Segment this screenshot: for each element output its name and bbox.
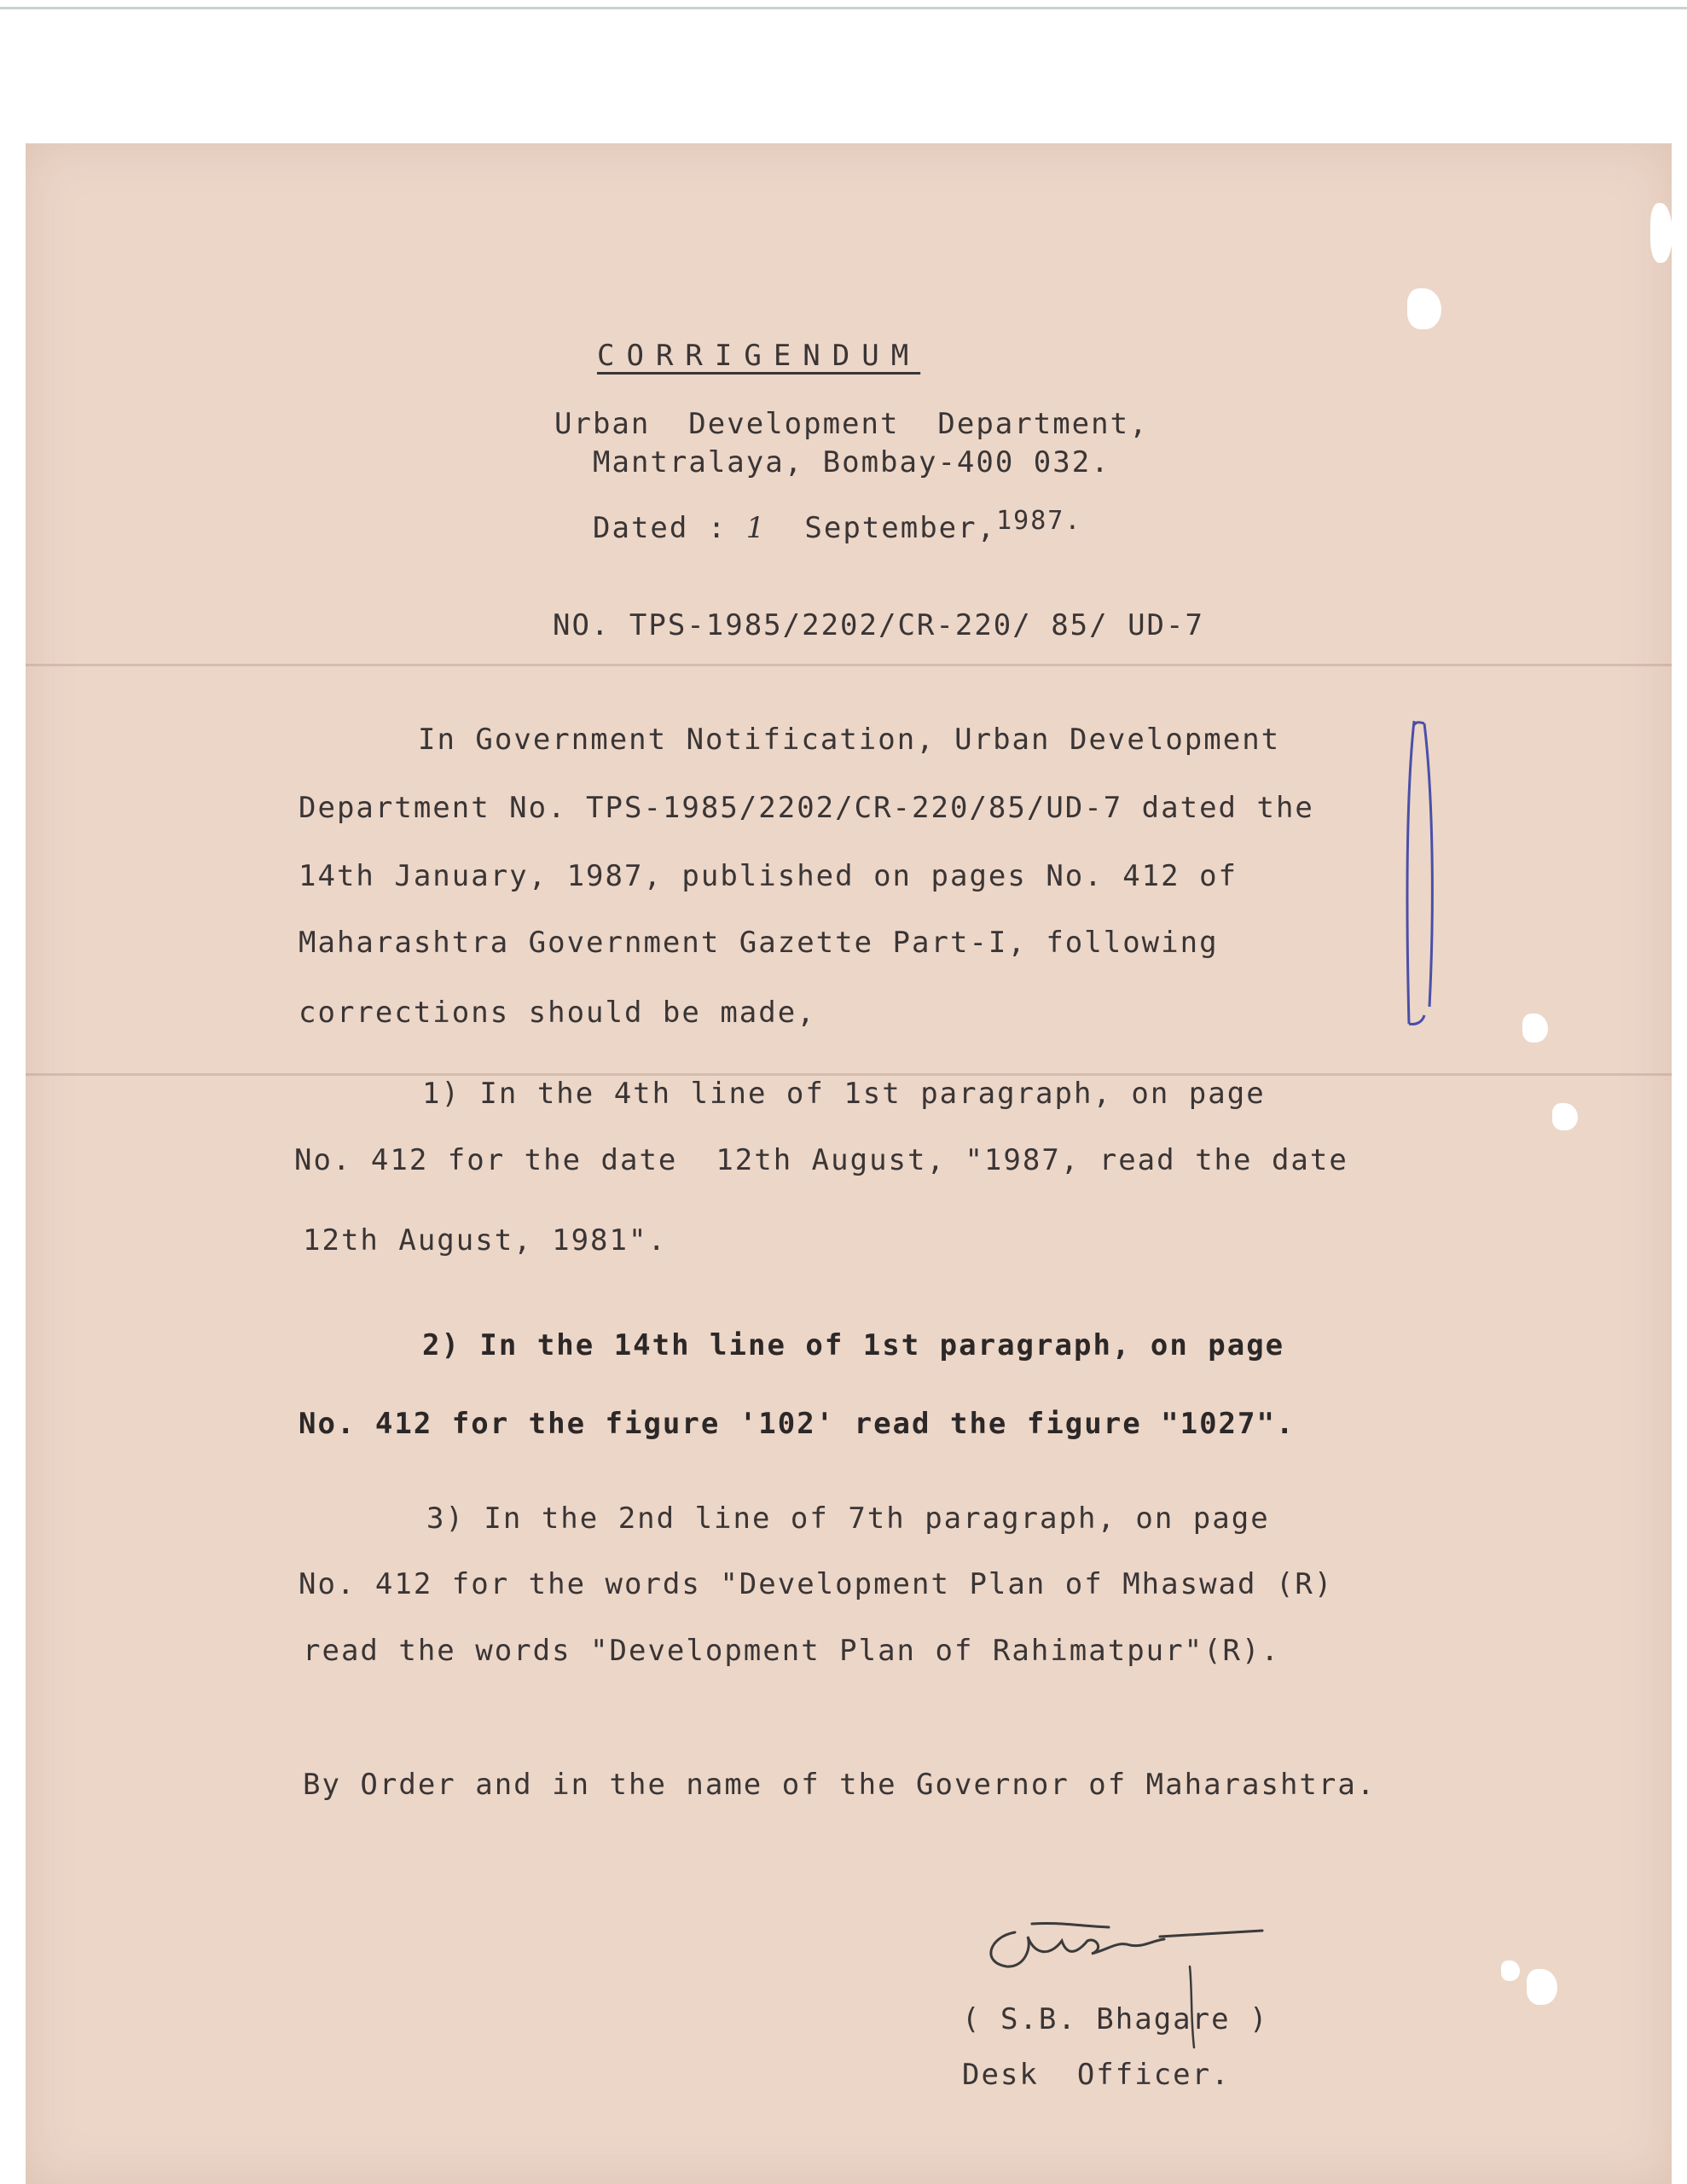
dated-day-handwritten: 1 bbox=[745, 511, 767, 545]
document-heading: CORRIGENDUM bbox=[597, 339, 921, 373]
dated-line bbox=[593, 506, 1082, 545]
intro-line: In Government Notification, Urban Development bbox=[418, 723, 1281, 757]
correction-line: No. 412 for the date 12th August, "1987, read the date bbox=[294, 1143, 1348, 1177]
paper-damage bbox=[1522, 1014, 1548, 1043]
correction-line: No. 412 for the words "Development Plan of Mhaswad (R) bbox=[299, 1567, 1334, 1601]
paper-damage bbox=[1501, 1960, 1520, 1981]
correction-line: 12th August, 1981". bbox=[303, 1223, 667, 1258]
paper-damage bbox=[1527, 1969, 1557, 2005]
department-address: Mantralaya, Bombay-400 032. bbox=[593, 445, 1110, 479]
fold-crease bbox=[26, 664, 1672, 666]
paper-damage bbox=[1407, 288, 1441, 329]
correction-line: No. 412 for the figure '102' read the figure "1027". bbox=[299, 1407, 1296, 1441]
dated-month: September, bbox=[804, 511, 997, 545]
reference-number: NO. TPS-1985/2202/CR-220/ 85/ UD-7 bbox=[553, 608, 1204, 642]
correction-line: 2) In the 14th line of 1st paragraph, on page bbox=[422, 1328, 1285, 1362]
pen-margin-bracket bbox=[1399, 717, 1441, 1032]
correction-line: 3) In the 2nd line of 7th paragraph, on page bbox=[426, 1502, 1270, 1536]
closing-statement: By Order and in the name of the Governor of Maharashtra. bbox=[303, 1768, 1377, 1802]
correction-line: 1) In the 4th line of 1st paragraph, on page bbox=[422, 1077, 1266, 1111]
correction-line: read the words "Development Plan of Rahimatpur"(R). bbox=[303, 1634, 1280, 1668]
dated-year: 1987. bbox=[996, 506, 1082, 536]
signatory-title: Desk Officer. bbox=[962, 2058, 1231, 2092]
intro-line: corrections should be made, bbox=[299, 996, 816, 1030]
dated-prefix: Dated : bbox=[593, 511, 728, 545]
paper-damage bbox=[1650, 203, 1673, 263]
paper-damage bbox=[1552, 1103, 1578, 1130]
intro-line: 14th January, 1987, published on pages No. 412 of bbox=[299, 859, 1238, 893]
intro-line: Department No. TPS-1985/2202/CR-220/85/UD-7 dated the bbox=[299, 791, 1314, 825]
department-name: Urban Development Department, bbox=[554, 407, 1149, 441]
signatory-name: ( S.B. Bhagare ) bbox=[962, 2002, 1269, 2036]
intro-line: Maharashtra Government Gazette Part-I, following bbox=[299, 926, 1219, 960]
scan-edge bbox=[0, 7, 1687, 9]
fold-crease bbox=[26, 1073, 1672, 1076]
